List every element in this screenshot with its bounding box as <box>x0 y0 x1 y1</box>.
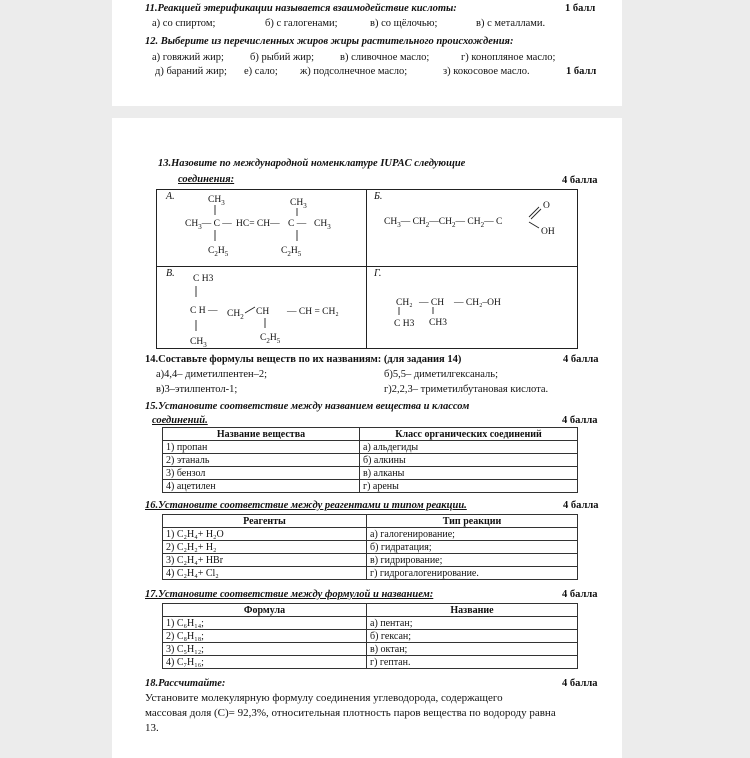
table-cell: 4) ацетилен <box>163 480 360 493</box>
table-cell: г) гидрогалогенирование. <box>367 567 578 580</box>
svg-text:— CH = CH₂: — CH = CH₂ <box>287 307 339 317</box>
svg-text:CH₂: CH₂ <box>396 298 413 308</box>
table-row <box>163 656 578 669</box>
table-row <box>163 567 578 580</box>
table-cell: б) гидратация; <box>367 541 578 554</box>
svg-text:O: O <box>543 201 550 211</box>
q11-points: 1 балл <box>565 3 596 14</box>
structure-d-label: Г. <box>374 268 382 279</box>
table-row <box>163 441 578 454</box>
svg-text:CH3: $CH_3$ <box>190 337 207 349</box>
svg-text:CH: CH <box>256 307 270 317</box>
svg-text:OH: OH <box>541 227 555 237</box>
q12-points: 1 балл <box>566 66 597 77</box>
q13-title: 13.Назовите по международной номенклатуре IUPAC следующие <box>158 158 466 169</box>
q17-table <box>162 603 578 669</box>
svg-text:CH3: $CH_3$ <box>290 198 307 210</box>
svg-text:C2H5: $C_2H_5$ <box>260 333 281 345</box>
svg-text:— CH: — CH <box>419 298 445 308</box>
table-cell: в) алканы <box>360 467 578 480</box>
table-cell: а) пентан; <box>367 617 578 630</box>
table-cell: 1) C₆H₁₄; <box>163 617 367 630</box>
table-cell: г) арены <box>360 480 578 493</box>
q12-option-h: з) кокосовое масло. <box>443 66 530 77</box>
table-cell: 2) этаналь <box>163 454 360 467</box>
structure-d-formula <box>367 267 578 349</box>
svg-text:CH3: CH3 <box>429 318 447 328</box>
svg-text:CH2: $CH_2$ <box>227 309 244 321</box>
structures-grid <box>156 189 578 349</box>
table-row <box>163 480 578 493</box>
q16-points: 4 балла <box>563 500 599 511</box>
table-row <box>163 617 578 630</box>
q16-title: 16.Установите соответствие между реагентами и типом реакции. <box>145 500 467 511</box>
q14-item-c: в)3–этилпентол-1; <box>156 384 238 395</box>
q15-header-class: Класс органических соединений <box>360 428 578 441</box>
table-row <box>163 454 578 467</box>
svg-text:C2H5: $C_2H_5$ <box>208 246 229 258</box>
q12-option-c: в) сливочное масло; <box>340 52 430 63</box>
table-cell: 1) пропан <box>163 441 360 454</box>
q16-header-reagents: Реагенты <box>163 515 367 528</box>
q12-option-f: е) сало; <box>244 66 278 77</box>
structure-a-label: А. <box>166 191 175 202</box>
table-cell: а) галогенирование; <box>367 528 578 541</box>
q12-option-g: ж) подсолнечное масло; <box>300 66 408 77</box>
table-cell: в) октан; <box>367 643 578 656</box>
q18-text-line3: 13. <box>145 722 159 734</box>
q16-table <box>162 514 578 580</box>
q12-option-a: а) говяжий жир; <box>152 52 224 63</box>
structure-c-formula <box>157 267 366 349</box>
q11-option-c: в) со щёлочью; <box>370 18 438 29</box>
q17-header-name: Название <box>367 604 578 617</box>
table-cell: в) гидрирование; <box>367 554 578 567</box>
table-cell: а) альдегиды <box>360 441 578 454</box>
table-cell: 3) C₅H₁₂; <box>163 643 367 656</box>
q13-title-cont: соединения: <box>178 174 235 185</box>
svg-text:CH3: $CH_3$ <box>208 195 225 207</box>
table-row <box>163 630 578 643</box>
table-row <box>163 467 578 480</box>
q15-header-name: Название вещества <box>163 428 360 441</box>
q12-option-d: г) конопляное масло; <box>461 52 556 63</box>
structure-b-label: Б. <box>374 191 383 202</box>
q15-points: 4 балла <box>562 415 598 426</box>
q14-item-d: г)2,2,3– триметилбутановая кислота. <box>384 384 549 395</box>
q17-header-formula: Формула <box>163 604 367 617</box>
q11-option-d: в) с металлами. <box>476 18 546 29</box>
svg-text:C —: C — <box>288 219 307 229</box>
q14-points: 4 балла <box>563 354 599 365</box>
table-cell: б) алкины <box>360 454 578 467</box>
table-cell: г) гептан. <box>367 656 578 669</box>
structure-b <box>367 190 578 266</box>
table-row <box>163 528 578 541</box>
q12-option-e: д) бараний жир; <box>155 66 227 77</box>
q11-option-b: б) с галогенами; <box>265 18 338 29</box>
q12-option-b: б) рыбий жир; <box>250 52 315 63</box>
table-cell: 4) C₂H₄+ Cl₂ <box>163 567 367 580</box>
structure-c-label: В. <box>166 268 175 279</box>
q18-text-line2: массовая доля (С)= 92,3%, относительная плотность паров вещества по водороду равна <box>145 707 556 719</box>
table-row <box>163 554 578 567</box>
svg-text:CH3— C —: $CH_3—$ C — <box>185 219 232 231</box>
structure-b-formula <box>367 190 578 266</box>
table-cell: 3) бензол <box>163 467 360 480</box>
table-cell: б) гексан; <box>367 630 578 643</box>
q14-title: 14.Составьте формулы веществ по их названиям: (для задания 14) <box>145 354 462 365</box>
q15-title: 15.Установите соответствие между названием вещества и классом <box>145 401 470 412</box>
q11-title: 11.Реакцией этерификации называется взаимодействие кислоты: <box>145 3 457 14</box>
q18-text-line1: Установите молекулярную формулу соединения углеводорода, содержащего <box>145 692 503 704</box>
svg-text:HC= CH—: HC= CH— <box>236 219 280 229</box>
svg-text:C H —: C H — <box>190 306 218 316</box>
table-cell: 4) C₇H₁₆; <box>163 656 367 669</box>
structure-a <box>157 190 366 266</box>
table-cell: 1) C₂H₄+ H₂O <box>163 528 367 541</box>
table-cell: 2) C₂H₂+ H₂ <box>163 541 367 554</box>
q17-title: 17.Установите соответствие между формулой и названием: <box>145 589 434 600</box>
structure-c <box>157 267 366 349</box>
table-cell: 2) C₈H₁₈; <box>163 630 367 643</box>
svg-text:C2H5: $C_2H_5$ <box>281 246 302 258</box>
svg-text:C H3: C H3 <box>193 274 214 284</box>
svg-text:CH3— CH2—CH2— CH2— C: $CH_3—$ $CH_2—CH_2—$ $CH_2—$ C <box>384 217 503 229</box>
q15-table <box>162 427 578 493</box>
q13-points: 4 балла <box>562 175 598 186</box>
table-cell: 3) C₂H₄+ HBr <box>163 554 367 567</box>
q14-item-a: а)4,4– диметилпентен–2; <box>156 369 268 380</box>
table-row <box>163 541 578 554</box>
structure-a-formula <box>157 190 366 266</box>
svg-text:— CH₂–OH: — CH₂–OH <box>454 298 501 308</box>
svg-text:C H3: C H3 <box>394 319 415 329</box>
svg-text:CH3: $CH_3$ <box>314 219 331 231</box>
q15-title-cont: соединений. <box>152 415 208 426</box>
structure-d <box>367 267 578 349</box>
q14-item-b: б)5,5– диметилгексаналь; <box>384 369 498 380</box>
q18-points: 4 балла <box>562 678 598 689</box>
q17-points: 4 балла <box>562 589 598 600</box>
q11-option-a: а) со спиртом; <box>152 18 216 29</box>
q18-title: 18.Рассчитайте: <box>145 678 226 689</box>
table-row <box>163 643 578 656</box>
q16-header-type: Тип реакции <box>367 515 578 528</box>
q12-title: 12. Выберите из перечисленных жиров жиры растительного происхождения: <box>145 36 514 47</box>
